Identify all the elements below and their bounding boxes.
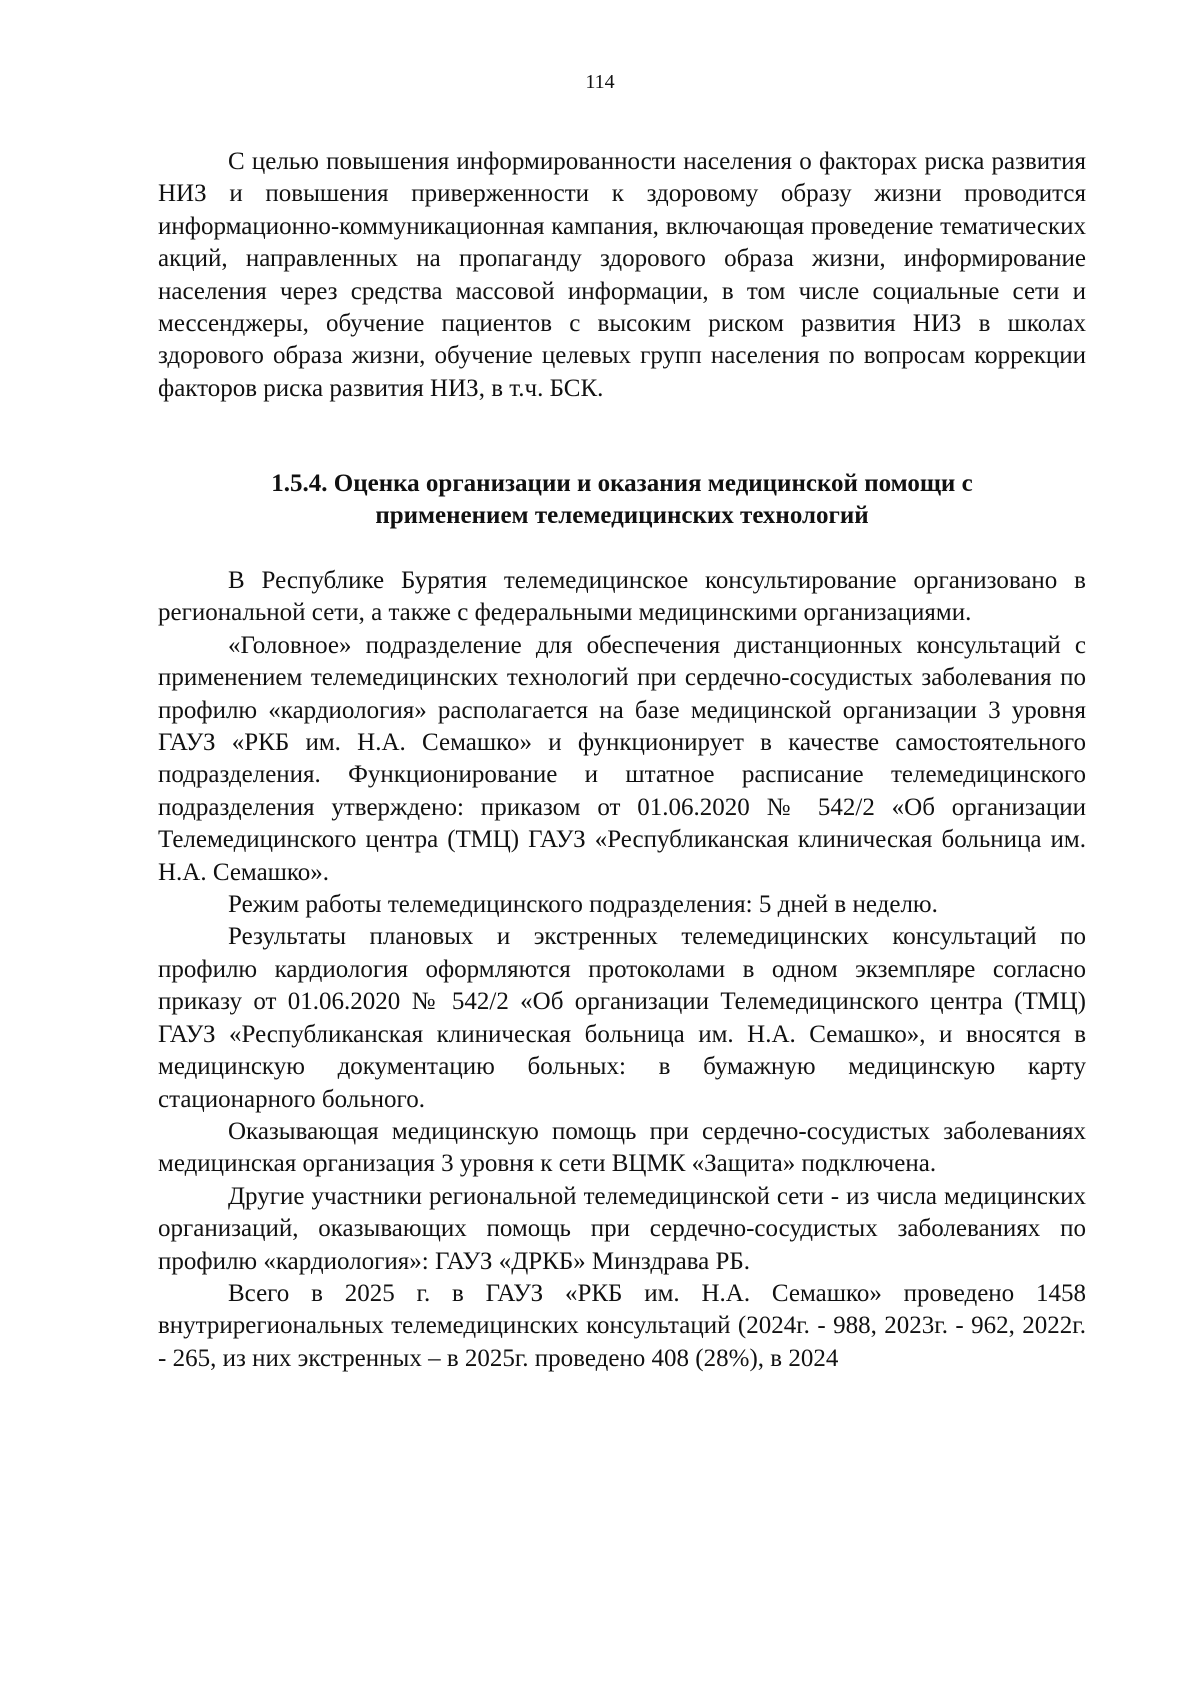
- section-heading-line-2: применением телемедицинских технологий: [375, 502, 869, 529]
- page-number: 114: [585, 71, 615, 93]
- intro-section: [158, 146, 1086, 405]
- body-paragraph-5: Оказывающая медицинскую помощь при сердечно-сосудистых заболеваниях медицинская организация 3 уровня к сети ВЦМК «Защита» подключена.: [158, 1117, 1086, 1178]
- section-body: [158, 565, 1086, 1375]
- body-paragraph-3: Режим работы телемедицинского подразделения: 5 дней в неделю.: [228, 891, 938, 919]
- intro-paragraph: С целью повышения информированности населения о факторах риска развития НИЗ и повышения приверженности к здоровому образу жизни проводится информационно-коммуникационная кампания, включающая проведение тематических акций, направленных на пропаганду здорового образа жизни, информирование населения через средства массовой информации, в том числе социальные сети и мессенджеры, обучение пациентов с высоким риском развития НИЗ в школах здорового образа жизни, обучение целевых групп населения по вопросам коррекции факторов риска развития НИЗ, в т.ч. БСК.: [158, 148, 1086, 402]
- section-heading-line-1: 1.5.4. Оценка организации и оказания медицинской помощи с: [271, 470, 973, 497]
- body-paragraph-4: Результаты плановых и экстренных телемедицинских консультаций по профилю кардиология оформляются протоколами в одном экземпляре согласно приказу от 01.06.2020 № 542/2 «Об организации Телемедицинского центра (ТМЦ) ГАУЗ «Республиканская клиническая больница им. Н.А. Семашко», и вносятся в медицинскую документацию больных: в бумажную медицинскую карту стационарного больного.: [158, 923, 1086, 1113]
- body-paragraph-7: Всего в 2025 г. в ГАУЗ «РКБ им. Н.А. Семашко» проведено 1458 внутрирегиональных телемедицинских консультаций (2024г. - 988, 2023г. - 962, 2022г. - 265, из них экстренных – в 2025г. проведено 408 (28%), в 2024: [158, 1279, 1086, 1372]
- section-heading: [158, 468, 1086, 532]
- body-paragraph-6: Другие участники региональной телемедицинской сети - из числа медицинских организаций, оказывающих помощь при сердечно-сосудистых заболеваниях по профилю «кардиология»: ГАУЗ «ДРКБ» Минздрава РБ.: [158, 1182, 1086, 1275]
- body-paragraph-1: В Республике Бурятия телемедицинское консультирование организовано в региональной сети, а также с федеральными медицинскими организациями.: [158, 567, 1086, 627]
- body-paragraph-2: «Головное» подразделение для обеспечения дистанционных консультаций с применением телемедицинских технологий при сердечно-сосудистых заболевания по профилю «кардиология» располагается на базе медицинской организации 3 уровня ГАУЗ «РКБ им. Н.А. Семашко» и функционирует в качестве самостоятельного подразделения. Функционирование и штатное расписание телемедицинского подразделения утверждено: приказом от 01.06.2020 № 542/2 «Об организации Телемедицинского центра (ТМЦ) ГАУЗ «Республиканская клиническая больница им. Н.А. Семашко».: [158, 631, 1086, 886]
